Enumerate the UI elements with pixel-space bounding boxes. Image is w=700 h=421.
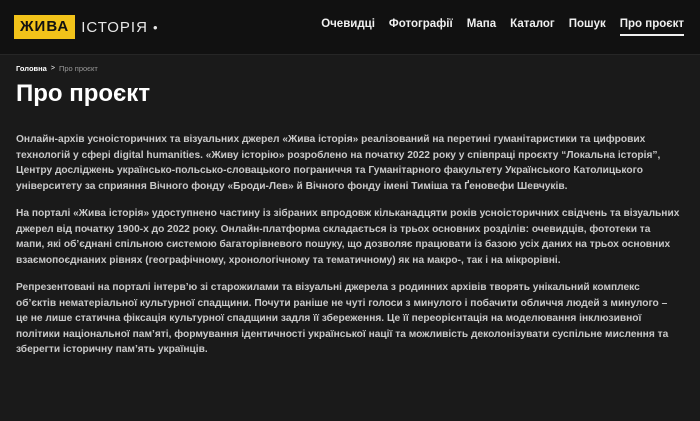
site-logo[interactable] bbox=[14, 15, 158, 39]
nav-item-about[interactable]: Про проєкт bbox=[620, 18, 684, 36]
about-paragraph-2: На порталі «Жива історія» удоступнено частину із зібраних впродовж кільканадцяти років усноісторичних свідчень та візуальних джерел від початку 1900-х до 2022 року. Онлайн-платформа складається із трьох основних розділів: очевидців, фототеки та мапи, які об’єднані спільною системою багаторівневого пошуку, що дозволяє працювати із базою усіх даних на трьох основних взаємопоєднаних рівнях (географічному, хронологічному та тематичному) як на макро-, так і на мікрорівні. bbox=[16, 208, 680, 266]
breadcrumb bbox=[16, 64, 98, 73]
breadcrumb-home-link[interactable]: Головна bbox=[16, 64, 47, 73]
about-content bbox=[16, 132, 680, 370]
nav-item-search[interactable]: Пошук bbox=[568, 18, 606, 30]
nav-item-witnesses[interactable]: Очевидці bbox=[321, 18, 375, 30]
logo-dot: • bbox=[152, 19, 158, 35]
logo-text: ІСТОРІЯ bbox=[81, 18, 148, 36]
breadcrumb-separator-icon: > bbox=[50, 65, 55, 72]
about-paragraph-1: Онлайн-архів усноісторичних та візуальних джерел «Жива історія» реалізований на перетині гуманітаристики та цифрових технологій у сфері digital humanities. «Живу історію» розроблено на початку 2022 року у співпраці проєкту “Локальна історія”, Центру досліджень українсько-польсько-словацького пограниччя та Гуманітарного факультету Українського Католицького університету за сприяння Вічного фонду «Броди-Лев» й Вічного фонду імені Тиміша та Ґеновефи Шевчуків. bbox=[16, 134, 661, 192]
nav-item-catalog[interactable]: Каталог bbox=[510, 18, 555, 30]
site-header bbox=[0, 0, 700, 55]
main-nav bbox=[321, 18, 684, 36]
about-paragraph-3: Репрезентовані на порталі інтерв’ю зі старожилами та візуальні джерела з родинних архівів творять унікальний комплекс об’єктів нематеріальної культурної спадщини. Почути раніше не чуті голоси з минулого і побачити обличчя людей з минулого – це не лише статична фіксація культурної спадщини задля її збереження. Це її переорієнтація на моделювання інклюзивної політики національної пам’яті, формування ідентичності української нації та можливість деколонізувати суспільне мислення та зберегти історичну пам’ять українців. bbox=[16, 282, 669, 355]
breadcrumb-current: Про проєкт bbox=[58, 64, 98, 73]
nav-item-map[interactable]: Мапа bbox=[466, 18, 497, 30]
logo-box: ЖИВА bbox=[14, 15, 75, 39]
nav-item-photos[interactable]: Фотографії bbox=[388, 18, 453, 30]
page-title: Про проєкт bbox=[16, 80, 151, 107]
